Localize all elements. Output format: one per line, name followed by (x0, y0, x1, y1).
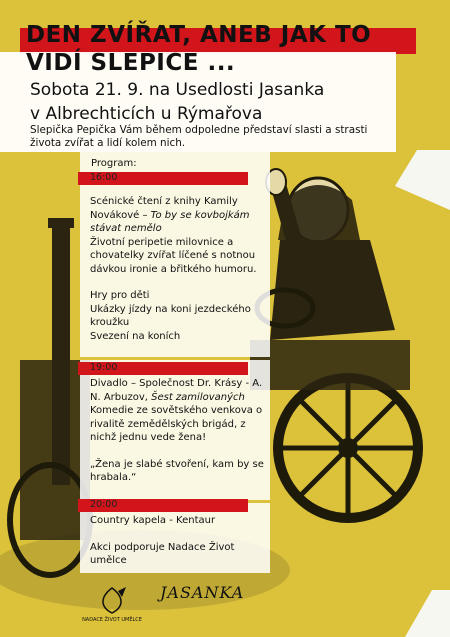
program-label: Program: (91, 158, 137, 169)
jasanka-logo: JASANKA (160, 583, 245, 602)
program-gap (90, 528, 265, 541)
program-line (90, 377, 265, 404)
program-line (90, 514, 265, 528)
program-line (90, 289, 265, 303)
program-line-text: „Žena je slabé stvoření, kam by se hrabala.“ (90, 458, 264, 483)
program-line-text: Životní peripetie milovnice a chovatelky zvířat líčené s notnou dávkou ironie a břitkého humoru. (90, 236, 257, 275)
nadace-zivot-umelce-logo (82, 585, 142, 630)
logo-left-text: NADACE ŽIVOT UMĚLCE (82, 617, 142, 623)
program-line-text: Scénické čtení z knihy Kamily Novákové – (90, 196, 238, 221)
program-line-text: Divadlo – Společnost Dr. Krásy - A. N. Arbuzov, (90, 378, 263, 403)
program-line (90, 195, 265, 236)
program-line-italic: To by se kovbojkám stávat nemělo (90, 209, 250, 234)
program-line (90, 303, 265, 330)
title-line-2: VIDÍ SLEPICE ... (26, 50, 236, 76)
program-gap (90, 276, 265, 289)
title-line-1: DEN ZVÍŘAT, ANEB JAK TO (26, 22, 372, 48)
program-block-16 (90, 195, 265, 343)
program-line (90, 458, 265, 485)
program-block-20 (90, 514, 265, 568)
program-line-text: Svezení na koních (90, 330, 181, 342)
program-line-italic: Šest zamilovaných (151, 391, 245, 403)
time-16: 16:00 (90, 172, 118, 183)
program-line (90, 330, 265, 344)
program-line (90, 541, 265, 568)
program-line-text: Ukázky jízdy na koni jezdeckého kroužku (90, 303, 251, 328)
program-gap (90, 445, 265, 458)
time-19: 19:00 (90, 362, 118, 373)
program-line-text: Komedie ze sovětského venkova o rivalitě zemědělských brigád, z nichž jednu vede žena! (90, 405, 263, 443)
program-line-text: Hry pro děti (90, 290, 150, 301)
program-block-19 (90, 377, 265, 485)
program-line (90, 236, 265, 277)
subtitle-line-1: Sobota 21. 9. na Usedlosti Jasanka (30, 80, 325, 100)
program-line-text: Akci podporuje Nadace Život umělce (90, 541, 235, 566)
program-line-text: Country kapela - Kentaur (90, 515, 216, 526)
intro-text: Slepička Pepička Vám během odpoledne představí slasti a strasti života zvířat a lidí kolem nich. (30, 124, 368, 149)
time-20: 20:00 (90, 499, 118, 510)
subtitle-line-2: v Albrechticích u Rýmařova (30, 104, 263, 124)
program-line (90, 404, 265, 445)
